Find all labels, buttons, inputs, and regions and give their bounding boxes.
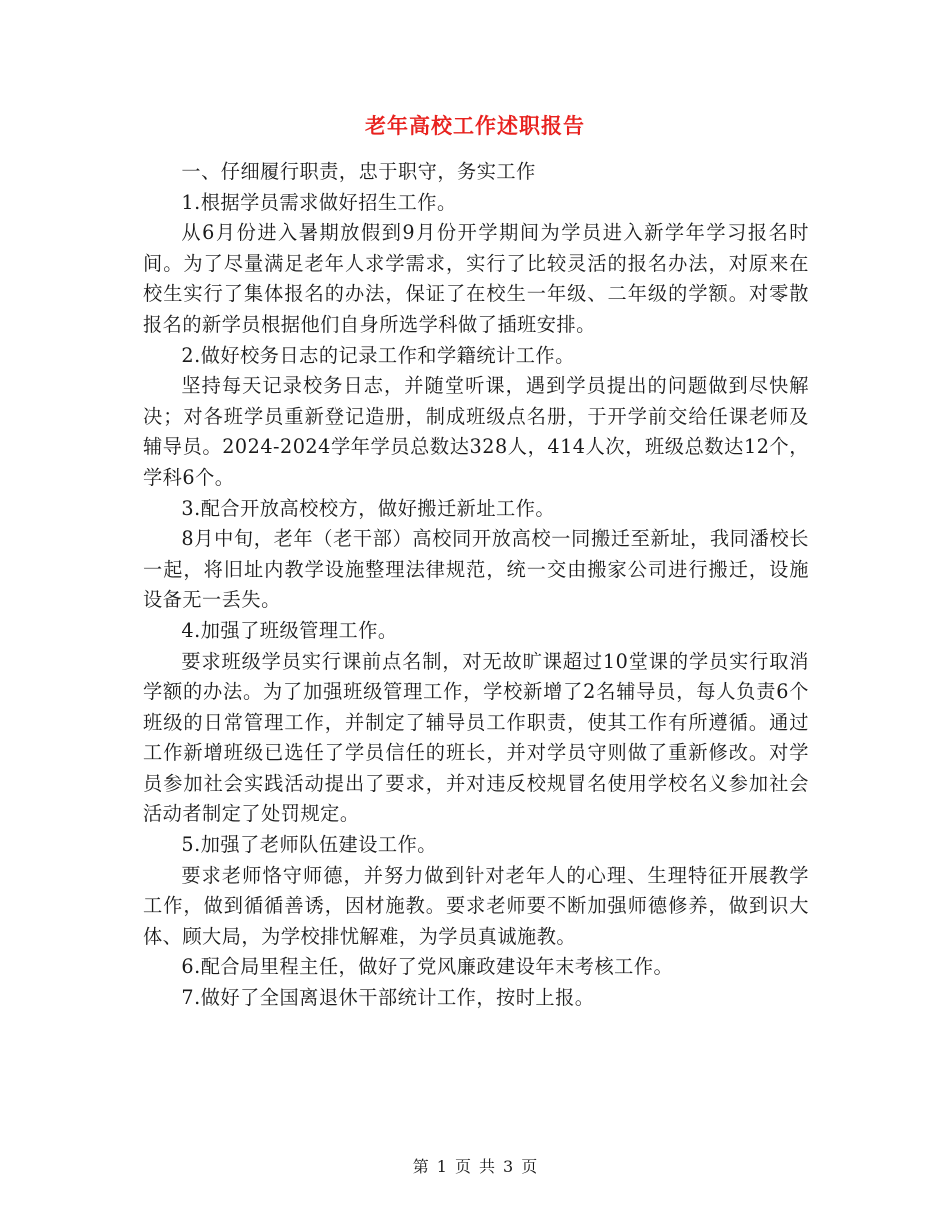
section-heading: 一、仔细履行职责，忠于职守，务实工作 xyxy=(181,160,536,183)
footer-suffix: 页 xyxy=(521,1157,538,1176)
item-heading: 3.配合开放高校校方，做好搬迁新址工作。 xyxy=(181,496,556,520)
item-paragraph: 从6月份进入暑期放假到9月份开学期间为学员进入新学年学习报名时间。为了尽量满足老年人求学需求，实行了比较灵活的报名办法，对原来在校生实行了集体报名的办法，保证了在校生一年级、二年级的学额。对零散报名的新学员根据他们自身所选学科做了插班安排。 xyxy=(143,221,809,336)
item-paragraph: 要求老师恪守师德，并努力做到针对老年人的心理、生理特征开展教学工作，做到循循善诱，因材施教。要求老师要不断加强师德修养，做到识大体、顾大局，为学校排忧解难，为学员真诚施教。 xyxy=(143,863,809,948)
footer-page-word: 页 xyxy=(454,1157,471,1176)
document-title: 老年高校工作述职报告 xyxy=(365,113,585,138)
item-heading: 2.做好校务日志的记录工作和学籍统计工作。 xyxy=(181,343,575,367)
item-paragraph: 要求班级学员实行课前点名制，对无故旷课超过10堂课的学员实行取消学额的办法。为了加强班级管理工作，学校新增了2名辅导员，每人负责6个班级的日常管理工作，并制定了辅导员工作职责，使其工作有所遵循。通过工作新增班级已选任了学员信任的班长，并对学员守则做了重新修改。对学员参加社会实践活动提出了要求，并对违反校规冒名使用学校名义参加社会活动者制定了处罚规定。 xyxy=(143,649,809,826)
footer-current-page: 1 xyxy=(436,1157,447,1176)
item-heading: 1.根据学员需求做好招生工作。 xyxy=(181,190,457,214)
footer-total-pages: 3 xyxy=(503,1157,514,1176)
item-paragraph: 8月中旬，老年（老干部）高校同开放高校一同搬迁至新址，我同潘校长一起，将旧址内教学设施整理法律规范，统一交由搬家公司进行搬迁，设施设备无一丢失。 xyxy=(143,527,809,612)
footer-prefix: 第 xyxy=(412,1157,429,1176)
item-heading: 7.做好了全国离退休干部统计工作，按时上报。 xyxy=(181,986,595,1010)
item-paragraph: 坚持每天记录校务日志，并随堂听课，遇到学员提出的问题做到尽快解决；对各班学员重新登记造册，制成班级点名册，于开学前交给任课老师及辅导员。2024-2024学年学员总数达328人，414人次，班级总数达12个，学科6个。 xyxy=(143,374,809,489)
item-heading: 4.加强了班级管理工作。 xyxy=(181,618,398,642)
document-body xyxy=(143,157,809,1014)
footer-total-word: 共 xyxy=(479,1157,496,1176)
item-heading: 6.配合局里程主任，做好了党风廉政建设年末考核工作。 xyxy=(181,955,674,979)
item-heading: 5.加强了老师队伍建设工作。 xyxy=(181,833,437,857)
page-footer xyxy=(0,1154,950,1177)
